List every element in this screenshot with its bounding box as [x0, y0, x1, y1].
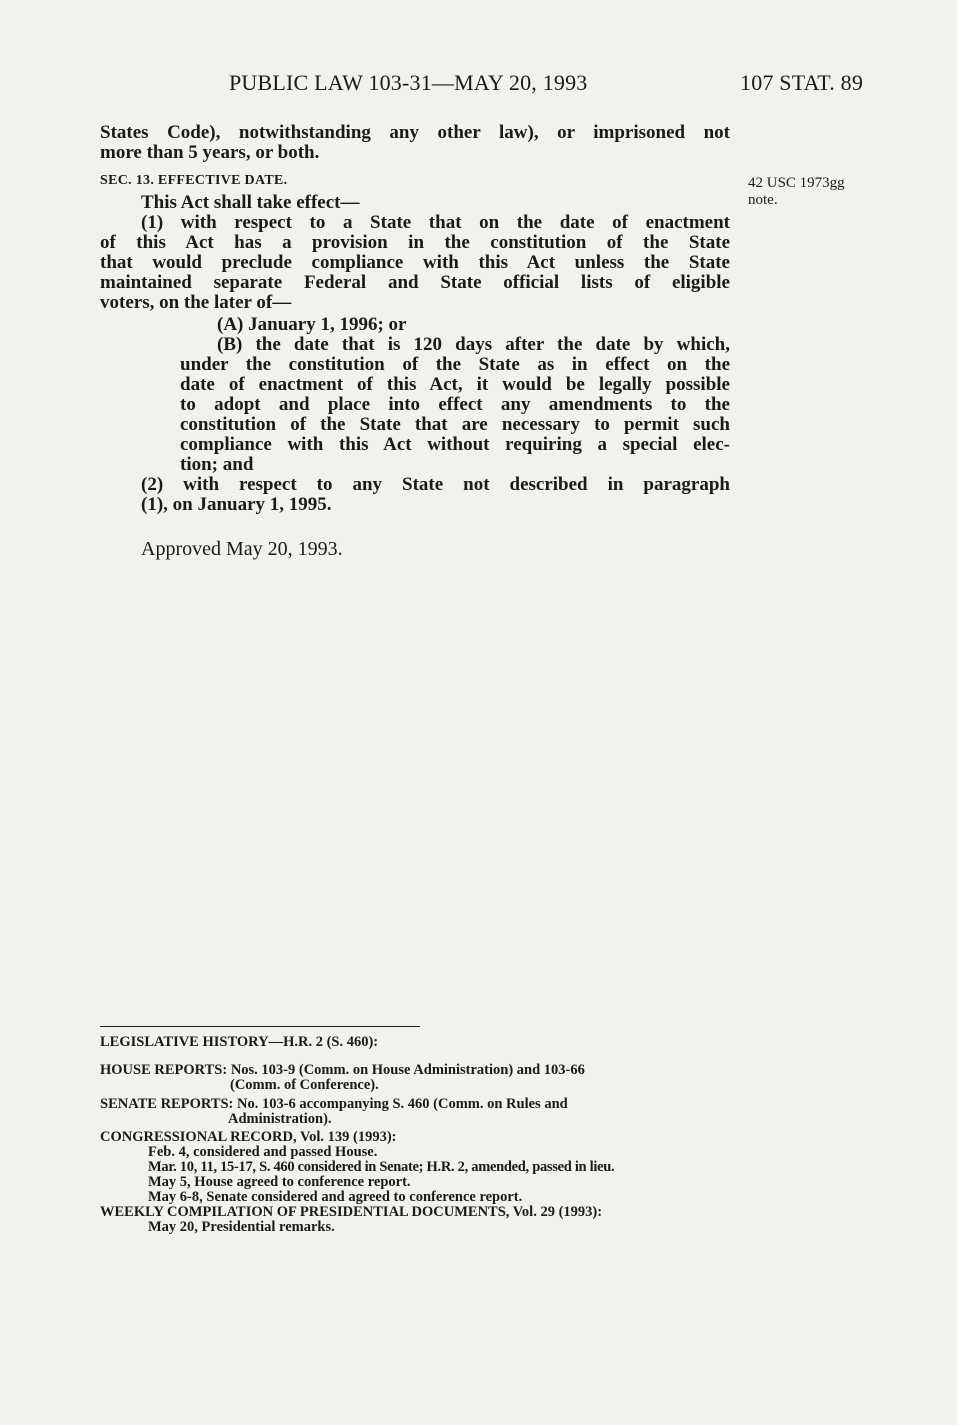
house-reports-line-1: HOUSE REPORTS: Nos. 103-9 (Comm. on House Administration) and 103-66	[100, 1062, 585, 1078]
senate-reports-line-1: SENATE REPORTS: No. 103-6 accompanying S. 460 (Comm. on Rules and	[100, 1096, 568, 1112]
running-header-stat: 107 STAT. 89	[740, 70, 864, 95]
section-heading: SEC. 13. EFFECTIVE DATE.	[100, 173, 288, 188]
congressional-record: CONGRESSIONAL RECORD, Vol. 139 (1993):	[100, 1129, 397, 1145]
para-a: (A) January 1, 1996; or	[217, 314, 407, 335]
senate-reports-line-2: Administration).	[228, 1111, 332, 1127]
approved-date: Approved May 20, 1993.	[141, 538, 343, 560]
record-entry-1: Feb. 4, considered and passed House.	[148, 1144, 378, 1160]
history-divider	[100, 1026, 420, 1027]
para-b-line-7: tion; and	[180, 454, 254, 475]
record-entry-4: May 6-8, Senate considered and agreed to conference report.	[148, 1189, 523, 1205]
para2-line-2: (1), on January 1, 1995.	[141, 494, 332, 515]
para-b-line-6: compliance with this Act without requiring a special elec-	[180, 434, 730, 455]
continuation-line-2: more than 5 years, or both.	[100, 142, 320, 163]
weekly-entry-1: May 20, Presidential remarks.	[148, 1219, 335, 1235]
para-b-line-2: under the constitution of the State as in effect on the	[180, 354, 730, 375]
intro-line: This Act shall take effect—	[141, 192, 360, 213]
para1-line-3: that would preclude compliance with this Act unless the State	[100, 252, 730, 273]
house-reports-line-2: (Comm. of Conference).	[230, 1077, 379, 1093]
record-entry-2: Mar. 10, 11, 15-17, S. 460 considered in Senate; H.R. 2, amended, passed in lieu.	[148, 1159, 615, 1175]
para1-line-2: of this Act has a provision in the constitution of the State	[100, 232, 730, 253]
para-b-line-3: date of enactment of this Act, it would be legally possible	[180, 374, 730, 395]
margin-note-citation: 42 USC 1973gg	[748, 175, 845, 191]
record-entry-3: May 5, House agreed to conference report.	[148, 1174, 411, 1190]
continuation-line-1: States Code), notwithstanding any other law), or imprisoned not	[100, 122, 730, 143]
para-b-line-1: (B) the date that is 120 days after the date by which,	[217, 334, 730, 355]
weekly-compilation: WEEKLY COMPILATION OF PRESIDENTIAL DOCUMENTS, Vol. 29 (1993):	[100, 1204, 603, 1220]
para-b-line-4: to adopt and place into effect any amendments to the	[180, 394, 730, 415]
margin-note-suffix: note.	[748, 192, 778, 208]
para1-line-4: maintained separate Federal and State official lists of eligible	[100, 272, 730, 293]
para1-line-1: (1) with respect to a State that on the date of enactment	[141, 212, 730, 233]
para2-line-1: (2) with respect to any State not described in paragraph	[141, 474, 730, 495]
para1-line-5: voters, on the later of—	[100, 292, 292, 313]
history-title: LEGISLATIVE HISTORY—H.R. 2 (S. 460):	[100, 1034, 379, 1050]
para-b-line-5: constitution of the State that are necessary to permit such	[180, 414, 730, 435]
running-header-title: PUBLIC LAW 103-31—MAY 20, 1993	[229, 70, 588, 95]
